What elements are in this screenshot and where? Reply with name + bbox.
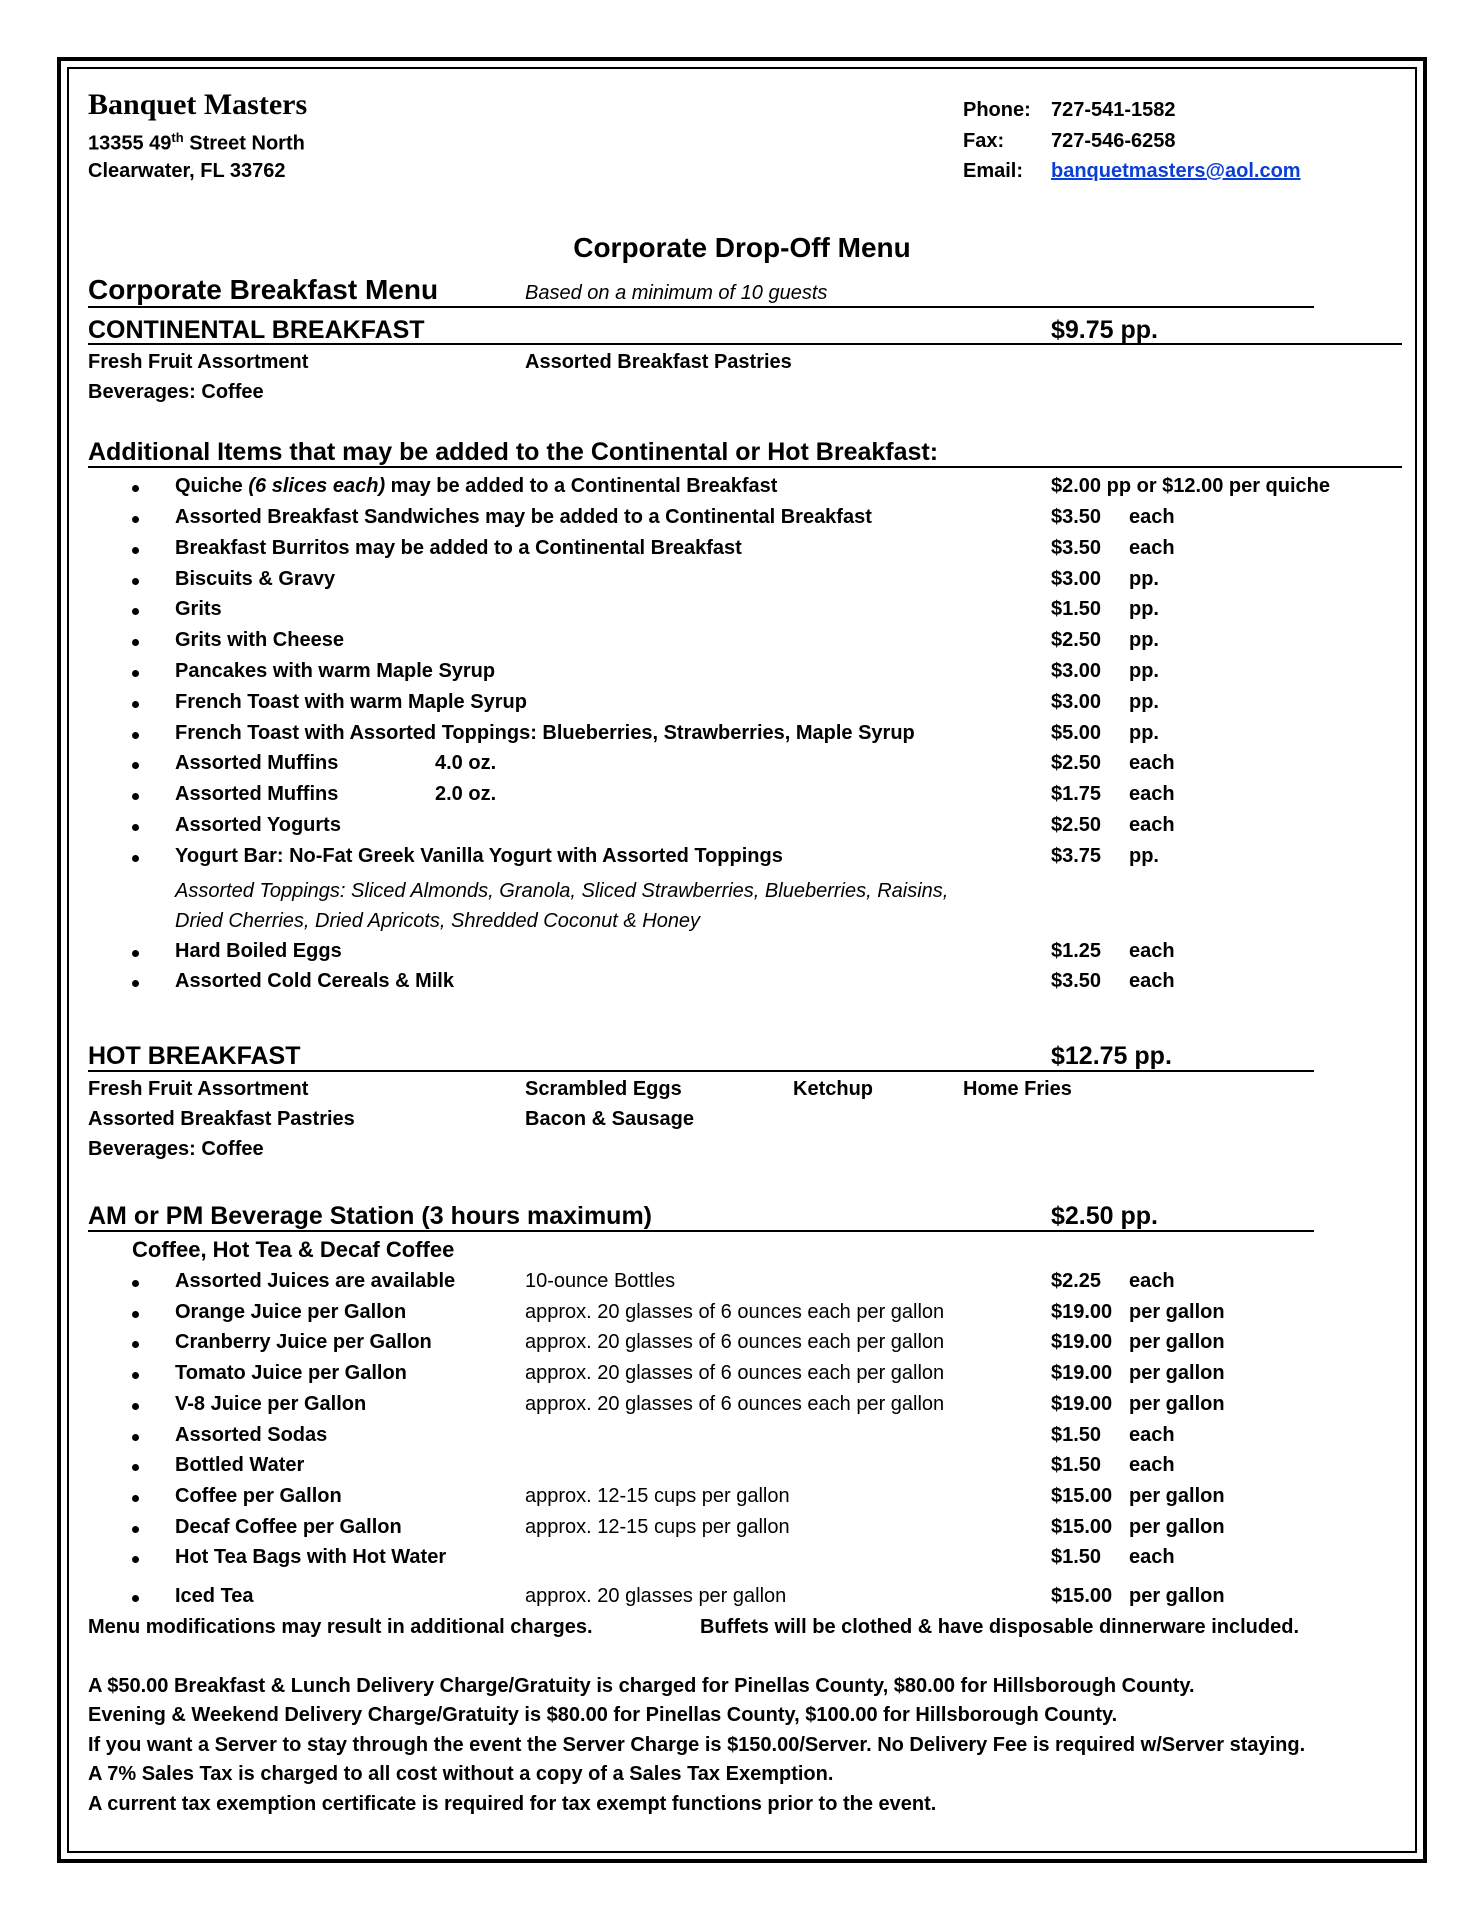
company-address-line1	[88, 130, 305, 156]
hot-breakfast-item: Beverages: Coffee	[88, 1138, 264, 1160]
footer-note: If you want a Server to stay through the event the Server Charge is $150.00/Server. No Delivery Fee is required w/Server staying.	[88, 1734, 1306, 1756]
hot-breakfast-item: Ketchup	[793, 1078, 873, 1100]
beverage-item-desc: approx. 20 glasses of 6 ounces each per gallon	[525, 1300, 945, 1323]
footer-note: A current tax exemption certificate is required for tax exempt functions prior to the event.	[88, 1793, 937, 1815]
hot-breakfast-item: Assorted Breakfast Pastries	[88, 1108, 355, 1130]
beverage-item-unit: each	[1129, 1546, 1175, 1569]
beverage-item-desc: approx. 20 glasses per gallon	[525, 1585, 787, 1607]
beverage-item-price: $15.00	[1051, 1515, 1113, 1538]
additional-item-price: $5.00	[1051, 721, 1102, 744]
additional-item-unit: pp.	[1129, 690, 1159, 713]
beverage-item-name: Tomato Juice per Gallon	[175, 1362, 407, 1385]
hot-breakfast-item: Bacon & Sausage	[525, 1108, 694, 1130]
beverage-item-unit: per gallon	[1129, 1484, 1225, 1507]
phone-label: Phone:	[963, 99, 1031, 121]
fax-label: Fax:	[963, 130, 1005, 152]
hot-breakfast-item: Home Fries	[963, 1078, 1072, 1100]
beverage-item-name: Decaf Coffee per Gallon	[175, 1515, 402, 1538]
address-sup: th	[171, 130, 184, 145]
beverage-item-unit: per gallon	[1129, 1515, 1225, 1538]
breakfast-menu-title: Corporate Breakfast Menu	[88, 274, 439, 305]
hot-breakfast-price: $12.75 pp.	[1051, 1042, 1172, 1070]
additional-item-name: French Toast with warm Maple Syrup	[175, 690, 527, 713]
additional-item-price: $1.25	[1051, 940, 1102, 962]
beverage-item-unit: each	[1129, 1423, 1175, 1446]
bullet	[132, 670, 139, 677]
address-street: Street North	[183, 132, 305, 155]
additional-item-price: $2.50	[1051, 752, 1102, 775]
quiche-name: Quiche	[175, 475, 249, 497]
beverage-item-name: Assorted Juices are available	[175, 1270, 456, 1292]
divider-line	[88, 466, 1402, 468]
additional-item-unit: each	[1129, 506, 1175, 528]
beverage-item-name: Assorted Sodas	[175, 1423, 328, 1446]
bullet	[132, 1434, 139, 1441]
additional-item-size: 2.0 oz.	[435, 783, 497, 806]
additional-item-unit: each	[1129, 752, 1175, 775]
bullet	[132, 701, 139, 708]
beverage-item-name: Iced Tea	[175, 1585, 254, 1607]
additional-item-unit: pp.	[1129, 598, 1159, 621]
address-number: 13355 49	[88, 132, 172, 155]
beverage-item-price: $19.00	[1051, 1362, 1113, 1385]
beverage-item-unit: per gallon	[1129, 1300, 1225, 1323]
bullet	[132, 1280, 139, 1287]
additional-item-name: Pancakes with warm Maple Syrup	[175, 660, 496, 682]
fax-value: 727-546-6258	[1051, 130, 1176, 152]
beverage-item-price: $1.50	[1051, 1423, 1102, 1446]
beverage-item-name: Coffee per Gallon	[175, 1484, 342, 1507]
beverage-station-subtitle: Coffee, Hot Tea & Decaf Coffee	[132, 1237, 455, 1262]
additional-item-unit: each	[1129, 940, 1175, 962]
beverage-item-unit: each	[1129, 1270, 1175, 1292]
additional-item-price: $3.50	[1051, 506, 1102, 528]
additional-item-unit: pp.	[1129, 567, 1159, 590]
bullet	[132, 855, 139, 862]
additional-item-price: $3.75	[1051, 844, 1102, 867]
bullet	[132, 980, 139, 987]
additional-item-size: 4.0 oz.	[435, 752, 497, 775]
minimum-guests-note: Based on a minimum of 10 guests	[525, 282, 828, 304]
additional-item-name: Assorted Breakfast Sandwiches may be added to a Continental Breakfast	[175, 506, 872, 528]
continental-item: Assorted Breakfast Pastries	[525, 351, 792, 373]
additional-item-name: Assorted Cold Cereals & Milk	[175, 970, 454, 992]
additional-item-unit: each	[1129, 970, 1175, 992]
phone-value: 727-541-1582	[1051, 99, 1176, 121]
company-address-line2: Clearwater, FL 33762	[88, 160, 286, 182]
beverage-item-price: $1.50	[1051, 1546, 1102, 1569]
quiche-item	[175, 475, 777, 498]
bullet	[132, 1595, 139, 1602]
quiche-suffix: may be added to a Continental Breakfast	[385, 475, 778, 497]
additional-item-price: $2.50	[1051, 629, 1102, 652]
beverage-item-unit: per gallon	[1129, 1585, 1225, 1607]
additional-item-unit: pp.	[1129, 844, 1159, 867]
bullet	[132, 578, 139, 585]
beverage-item-unit: each	[1129, 1454, 1175, 1477]
beverage-item-price: $15.00	[1051, 1585, 1113, 1607]
additional-item-price: $1.50	[1051, 598, 1102, 621]
hot-breakfast-title: HOT BREAKFAST	[88, 1042, 301, 1070]
modifications-note: Menu modifications may result in additional charges.	[88, 1616, 593, 1638]
continental-item: Fresh Fruit Assortment	[88, 351, 309, 373]
bullet	[132, 1403, 139, 1410]
bullet	[132, 1526, 139, 1533]
quiche-note: (6 slices each)	[248, 475, 386, 497]
additional-item-unit: each	[1129, 783, 1175, 806]
additional-item-price: $3.50	[1051, 970, 1102, 992]
beverage-item-price: $19.00	[1051, 1331, 1113, 1354]
email-link[interactable]: banquetmasters@aol.com	[1051, 160, 1301, 182]
bullet	[132, 732, 139, 739]
additional-item-price: $3.00	[1051, 660, 1102, 682]
beverage-station-price: $2.50 pp.	[1051, 1202, 1158, 1230]
footer-note: A 7% Sales Tax is charged to all cost without a copy of a Sales Tax Exemption.	[88, 1763, 834, 1785]
divider-line	[88, 1070, 1314, 1072]
additional-item-name: Yogurt Bar: No-Fat Greek Vanilla Yogurt with Assorted Toppings	[175, 844, 783, 867]
beverage-item-desc: 10-ounce Bottles	[525, 1270, 676, 1292]
divider-line	[88, 306, 1314, 308]
quiche-price: $2.00 pp or $12.00 per quiche	[1051, 475, 1331, 497]
menu-title: Corporate Drop-Off Menu	[573, 232, 911, 263]
additional-item-name: French Toast with Assorted Toppings: Blueberries, Strawberries, Maple Syrup	[175, 721, 915, 744]
beverage-item-name: Orange Juice per Gallon	[175, 1300, 407, 1323]
beverage-item-desc: approx. 20 glasses of 6 ounces each per gallon	[525, 1392, 945, 1415]
continental-price: $9.75 pp.	[1051, 316, 1158, 344]
beverage-item-desc: approx. 12-15 cups per gallon	[525, 1515, 790, 1538]
additional-item-name: Grits with Cheese	[175, 629, 344, 652]
additional-item-name: Assorted Muffins	[175, 752, 339, 775]
beverage-item-price: $19.00	[1051, 1300, 1113, 1323]
beverage-item-unit: per gallon	[1129, 1331, 1225, 1354]
beverage-item-name: V-8 Juice per Gallon	[175, 1392, 367, 1415]
additional-item-price: $3.50	[1051, 536, 1102, 559]
beverage-item-desc: approx. 20 glasses of 6 ounces each per gallon	[525, 1362, 945, 1385]
continental-item: Beverages: Coffee	[88, 381, 264, 403]
additional-items-title: Additional Items that may be added to the Continental or Hot Breakfast:	[88, 438, 939, 466]
bullet	[132, 1495, 139, 1502]
additional-item-name: Hard Boiled Eggs	[175, 940, 342, 962]
beverage-item-price: $19.00	[1051, 1392, 1113, 1415]
additional-item-unit: each	[1129, 814, 1175, 836]
beverage-item-desc: approx. 20 glasses of 6 ounces each per gallon	[525, 1331, 945, 1354]
beverage-item-unit: per gallon	[1129, 1392, 1225, 1415]
beverage-station-title: AM or PM Beverage Station (3 hours maximum)	[88, 1202, 653, 1230]
additional-item-price: $3.00	[1051, 690, 1102, 713]
beverage-item-price: $2.25	[1051, 1270, 1102, 1292]
additional-item-price: $3.00	[1051, 567, 1102, 590]
additional-item-name: Biscuits & Gravy	[175, 567, 336, 590]
additional-item-name: Assorted Muffins	[175, 783, 339, 806]
additional-item-price: $1.75	[1051, 783, 1102, 806]
additional-item-unit: pp.	[1129, 721, 1159, 744]
bullet	[132, 950, 139, 957]
toppings-line: Dried Cherries, Dried Apricots, Shredded Coconut & Honey	[175, 910, 701, 932]
divider-line	[88, 343, 1402, 345]
additional-item-unit: pp.	[1129, 660, 1159, 682]
additional-item-unit: each	[1129, 536, 1175, 559]
bullet	[132, 516, 139, 523]
bullet	[132, 547, 139, 554]
additional-item-price: $2.50	[1051, 814, 1102, 836]
buffets-note: Buffets will be clothed & have disposable dinnerware included.	[700, 1616, 1300, 1638]
bullet	[132, 824, 139, 831]
toppings-line: Assorted Toppings: Sliced Almonds, Granola, Sliced Strawberries, Blueberries, Raisins,	[175, 880, 949, 902]
beverage-item-unit: per gallon	[1129, 1362, 1225, 1385]
additional-item-name: Breakfast Burritos may be added to a Continental Breakfast	[175, 536, 742, 559]
hot-breakfast-item: Fresh Fruit Assortment	[88, 1078, 309, 1100]
beverage-item-name: Cranberry Juice per Gallon	[175, 1331, 432, 1354]
hot-breakfast-item: Scrambled Eggs	[525, 1078, 682, 1100]
bullet	[132, 1311, 139, 1318]
beverage-item-price: $15.00	[1051, 1484, 1113, 1507]
bullet	[132, 485, 139, 492]
beverage-item-name: Hot Tea Bags with Hot Water	[175, 1546, 447, 1569]
additional-item-name: Grits	[175, 598, 222, 621]
additional-item-unit: pp.	[1129, 629, 1159, 652]
beverage-item-name: Bottled Water	[175, 1454, 305, 1477]
footer-note: Evening & Weekend Delivery Charge/Gratuity is $80.00 for Pinellas County, $100.00 for Hillsborough County.	[88, 1704, 1118, 1726]
continental-title: CONTINENTAL BREAKFAST	[88, 316, 425, 344]
additional-item-name: Assorted Yogurts	[175, 814, 341, 836]
company-name: Banquet Masters	[88, 88, 308, 121]
beverage-item-desc: approx. 12-15 cups per gallon	[525, 1484, 790, 1507]
email-label: Email:	[963, 160, 1024, 182]
divider-line	[88, 1230, 1314, 1232]
beverage-item-price: $1.50	[1051, 1454, 1102, 1477]
footer-note: A $50.00 Breakfast & Lunch Delivery Charge/Gratuity is charged for Pinellas County, $80.00 for Hillsborough County.	[88, 1675, 1195, 1697]
